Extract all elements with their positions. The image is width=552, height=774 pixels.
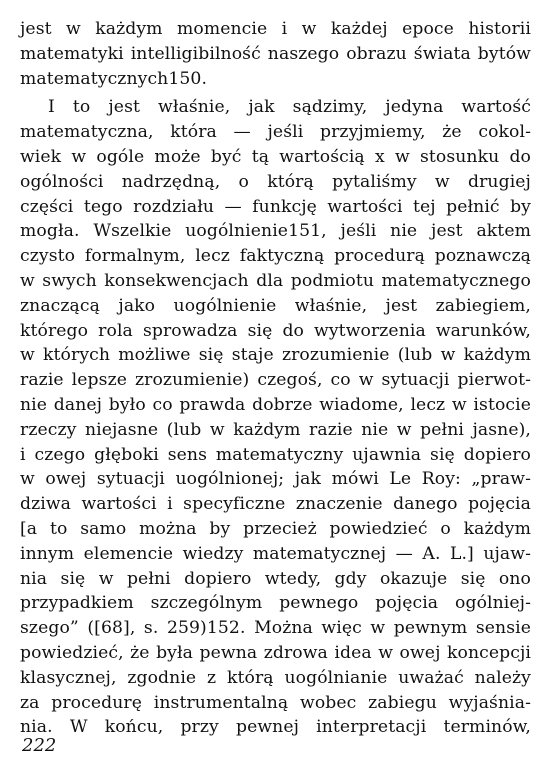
- text-line: powiedzieć, że była pewna zdrowa idea w owej koncepcji: [20, 642, 531, 663]
- text-line: I to jest właśnie, jak sądzimy, jedyna wartość: [48, 97, 531, 118]
- text-line: rzeczy niejasne (lub w każdym razie nie w pełni jasne),: [20, 419, 531, 440]
- paragraph-1: [20, 17, 531, 91]
- document-page: [20, 17, 531, 740]
- text-line: czysto formalnym, lecz faktyczną procedurą poznawczą: [20, 246, 531, 267]
- text-line: ogólności nadrzędną, o którą pytaliśmy w drugiej: [20, 171, 531, 192]
- text-line: nia. W końcu, przy pewnej interpretacji terminów,: [20, 717, 531, 738]
- text-line: szego” ([68], s. 259)152. Można więc w pewnym sensie: [20, 618, 531, 639]
- text-line: matematyczna, która — jeśli przyjmiemy, że cokol-: [20, 122, 531, 143]
- text-line: wiek w ogóle może być tą wartością x w stosunku do: [20, 146, 531, 167]
- text-line: innym elemencie wiedzy matematycznej — A. L.] ujaw-: [20, 543, 531, 564]
- text-line: nie danej było co prawda dobrze wiadome, lecz w istocie: [20, 394, 531, 415]
- text-line: nia się w pełni dopiero wtedy, gdy okazuje się ono: [20, 568, 531, 589]
- text-line: przypadkiem szczególnym pewnego pojęcia ogólniej-: [20, 593, 531, 614]
- text-line: znaczącą jako uogólnienie właśnie, jest zabiegiem,: [20, 295, 531, 316]
- text-line: razie lepsze zrozumienie) czegoś, co w sytuacji pierwot-: [20, 370, 531, 391]
- text-line: [a to samo można by przecież powiedzieć o każdym: [20, 518, 531, 539]
- text-line: klasycznej, zgodnie z którą uogólnianie uważać należy: [20, 667, 531, 688]
- text-line: w których możliwe się staje zrozumienie (lub w każdym: [20, 345, 531, 366]
- text-line: w owej sytuacji uogólnionej; jak mówi Le Roy: „praw-: [20, 469, 531, 490]
- text-line: za procedurę instrumentalną wobec zabiegu wyjaśnia-: [20, 692, 531, 713]
- text-line: matematycznych150.: [20, 68, 208, 89]
- text-line: i czego głęboki sens matematyczny ujawnia się dopiero: [20, 444, 531, 465]
- text-line: części tego rozdziału — funkcję wartości tej pełnić by: [20, 196, 531, 217]
- text-line: w swych konsekwencjach dla podmiotu matematycznego: [20, 270, 531, 291]
- page-number: 222: [22, 735, 57, 756]
- paragraph-2: [20, 95, 531, 740]
- text-line: którego rola sprowadza się do wytworzenia warunków,: [20, 320, 531, 341]
- text-line: mogła. Wszelkie uogólnienie151, jeśli nie jest aktem: [20, 221, 531, 242]
- text-line: dziwa wartości i specyficzne znaczenie danego pojęcia: [20, 494, 531, 515]
- text-line: matematyki intelligibilność naszego obrazu świata bytów: [20, 43, 531, 64]
- text-line: jest w każdym momencie i w każdej epoce historii: [20, 19, 531, 39]
